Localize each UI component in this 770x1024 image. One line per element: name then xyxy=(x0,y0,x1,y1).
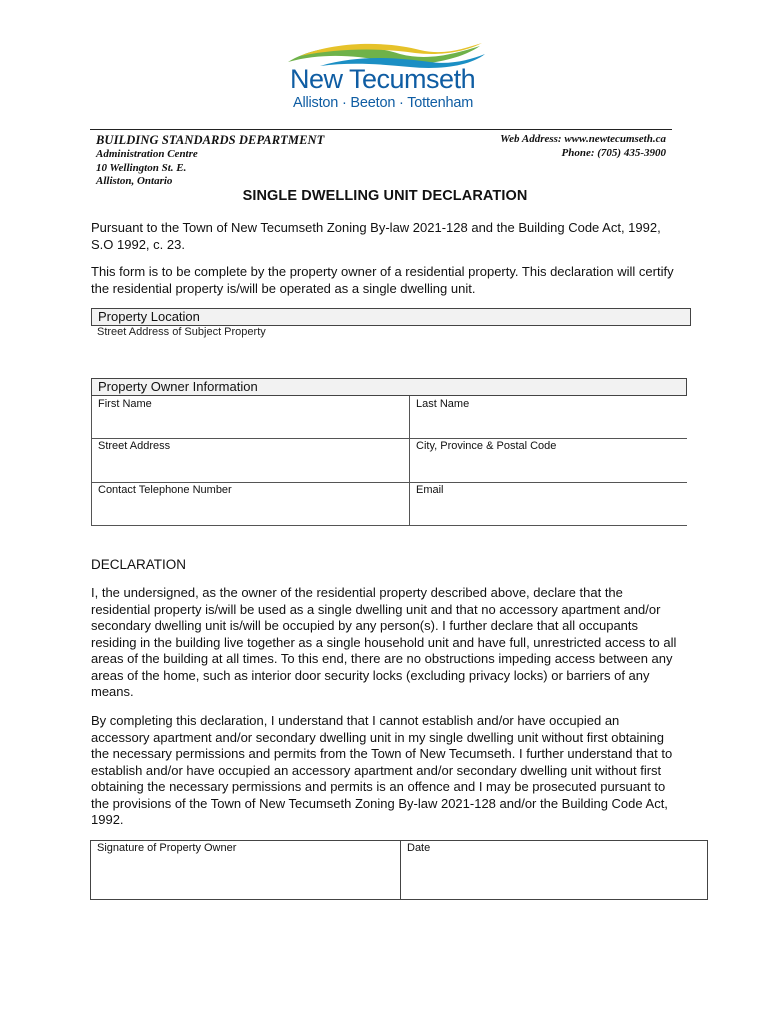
address-line: Administration Centre xyxy=(96,148,198,160)
header-rule xyxy=(90,129,672,130)
web-address: Web Address: www.newtecumseth.ca xyxy=(500,133,666,145)
phone-field[interactable]: Contact Telephone Number xyxy=(98,484,232,496)
logo-wordmark: New Tecumseth xyxy=(290,64,476,94)
grid-divider xyxy=(91,396,92,526)
first-name-field[interactable]: First Name xyxy=(98,398,152,410)
intro-paragraph: Pursuant to the Town of New Tecumseth Zoning By-law 2021-128 and the Building Code Act, 1992, S.O 1992, c. 23. xyxy=(91,220,661,252)
declaration-paragraph: I, the undersigned, as the owner of the residential property described above, declare that the residential property is/will be used as a single dwelling unit and that no accessory apartment and/or secondary dwelling unit is/will be occupied by any person(s). I further declare that all occupants residing in the building live together as a single household unit and have full, unrestricted access to all areas of the building at all times. To this end, there are no obstructions impeding access between any areas of the home, such as interior door security locks (excluding privacy locks) or barriers of any means. xyxy=(91,585,677,699)
email-field[interactable]: Email xyxy=(416,484,444,496)
signature-field[interactable]: Signature of Property Owner xyxy=(97,842,237,854)
grid-divider xyxy=(91,525,687,526)
phone-number: Phone: (705) 435-3900 xyxy=(561,146,666,159)
address-line: 10 Wellington St. E. xyxy=(96,161,187,174)
intro-paragraph: This form is to be complete by the property owner of a residential property. This declaration will certify the residential property is/will be operated as a single dwelling unit. xyxy=(91,264,674,296)
property-location-heading: Property Location xyxy=(91,308,691,326)
grid-divider xyxy=(91,482,687,483)
owner-info-grid xyxy=(91,396,687,526)
signature-box xyxy=(90,840,708,900)
department-name: BUILDING STANDARDS DEPARTMENT xyxy=(96,133,325,147)
logo-subtitle: Alliston · Beeton · Tottenham xyxy=(293,95,474,111)
date-field[interactable]: Date xyxy=(407,842,431,854)
contact-info xyxy=(500,133,666,160)
street-address-field[interactable]: Street Address xyxy=(98,440,171,452)
form-title: SINGLE DWELLING UNIT DECLARATION xyxy=(242,188,528,204)
grid-divider xyxy=(91,438,687,439)
department-address xyxy=(96,148,198,189)
last-name-field[interactable]: Last Name xyxy=(416,398,470,410)
town-logo xyxy=(280,40,490,115)
grid-divider xyxy=(409,396,410,526)
signature-divider xyxy=(400,841,401,899)
city-province-postal-field[interactable]: City, Province & Postal Code xyxy=(416,440,557,452)
declaration-paragraph: By completing this declaration, I understand that I cannot establish and/or have occupied an accessory apartment and/or secondary dwelling unit in my single dwelling unit without first obtaining the necessary permissions and permits from the Town of New Tecumseth. I further understand that to establish and/or have occupied an accessory apartment and/or secondary dwelling unit without first obtaining the necessary permissions and permits is an offence and I may be prosecuted pursuant to the provisions of the Town of New Tecumseth Zoning By-law 2021-128 and/or the Building Code Act, 1992. xyxy=(91,713,673,827)
declaration-heading: DECLARATION xyxy=(91,557,187,572)
owner-info-heading: Property Owner Information xyxy=(91,378,687,396)
street-address-subject-field[interactable]: Street Address of Subject Property xyxy=(97,326,266,338)
address-line: Alliston, Ontario xyxy=(96,175,173,187)
